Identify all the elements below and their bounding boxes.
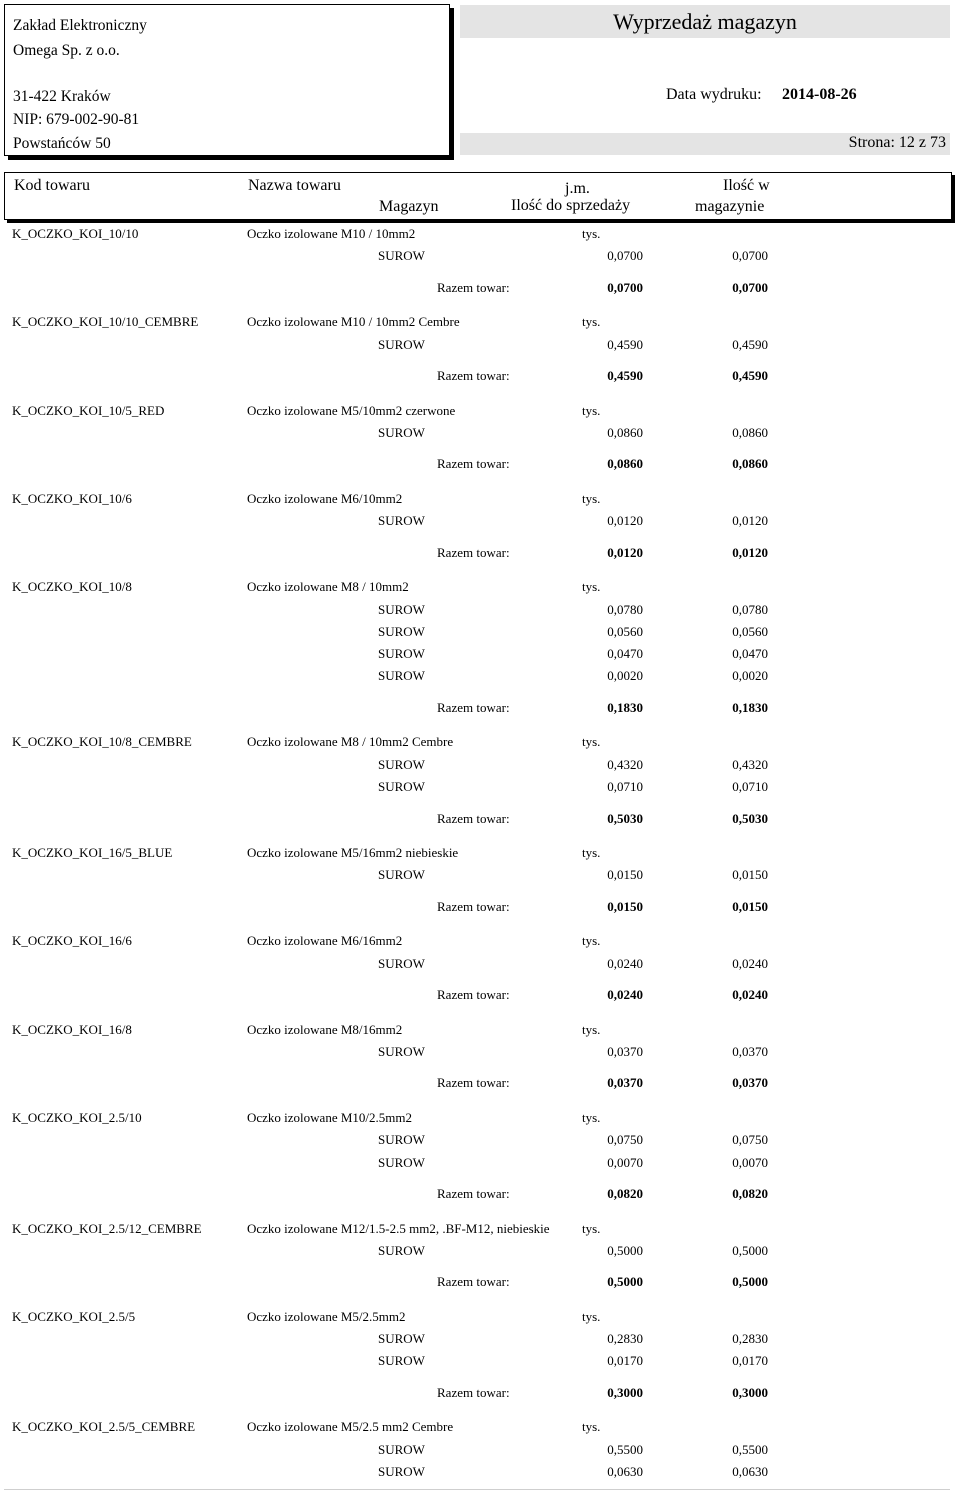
product-name: Oczko izolowane M10/2.5mm2 (247, 1109, 412, 1125)
total-qty-stock: 0,3000 (732, 1384, 768, 1400)
qty-sale-cell: 0,2830 (607, 1331, 643, 1347)
total-row (0, 368, 960, 390)
qty-stock-cell: 0,0710 (732, 779, 768, 794)
qty-sale-cell: 0,0120 (607, 513, 643, 529)
total-qty-stock: 0,1830 (732, 699, 768, 715)
qty-sale-cell: 0,0070 (607, 1154, 643, 1170)
total-row (0, 456, 960, 478)
qty-stock-cell: 0,0780 (732, 601, 768, 617)
qty-stock-cell: 0,0240 (732, 955, 768, 971)
warehouse-cell: SUROW (378, 756, 425, 772)
product-name: Oczko izolowane M5/10mm2 czerwone (247, 402, 456, 418)
total-label: Razem towar: (437, 898, 510, 914)
total-qty-stock: 0,0860 (732, 456, 768, 472)
stock-row (0, 757, 960, 779)
product-name: Oczko izolowane M5/2.5mm2 (247, 1308, 406, 1324)
stock-row (0, 867, 960, 889)
warehouse-cell: SUROW (378, 668, 425, 684)
product-row (0, 226, 960, 248)
product-row (0, 1221, 960, 1243)
product-name: Oczko izolowane M6/10mm2 (247, 490, 403, 506)
qty-stock-cell: 0,0150 (732, 867, 768, 883)
warehouse-cell: SUROW (378, 1242, 425, 1258)
qty-sale-cell: 0,4320 (607, 756, 643, 772)
warehouse-cell: SUROW (378, 513, 425, 529)
total-qty-sale: 0,0700 (607, 279, 643, 295)
qty-stock-cell: 0,0860 (732, 424, 768, 440)
warehouse-cell: SUROW (378, 646, 425, 662)
stock-row (0, 646, 960, 668)
warehouse-cell: SUROW (378, 248, 425, 264)
qty-stock-cell: 0,4320 (732, 756, 768, 772)
unit-cell: tys. (582, 734, 601, 750)
stock-row (0, 1353, 960, 1375)
qty-sale-cell: 0,0750 (607, 1132, 643, 1148)
unit-cell: tys. (582, 845, 601, 860)
stock-row (0, 425, 960, 447)
warehouse-cell: SUROW (378, 1132, 425, 1148)
product-row (0, 579, 960, 601)
total-label: Razem towar: (437, 987, 510, 1003)
qty-stock-cell: 0,0170 (732, 1353, 768, 1369)
total-qty-sale: 0,0820 (607, 1186, 643, 1201)
warehouse-cell: SUROW (378, 1464, 425, 1479)
product-name: Oczko izolowane M6/16mm2 (247, 933, 403, 949)
stock-row (0, 1132, 960, 1154)
product-code: K_OCZKO_KOI_10/6 (12, 490, 132, 506)
product-name: Oczko izolowane M12/1.5-2.5 mm2, .BF-M12, niebieskie (247, 1220, 550, 1236)
product-code: K_OCZKO_KOI_2.5/12_CEMBRE (12, 1220, 202, 1236)
product-code: K_OCZKO_KOI_2.5/5 (12, 1308, 136, 1324)
qty-sale-cell: 0,0150 (607, 867, 643, 883)
total-qty-stock: 0,5030 (732, 810, 768, 826)
total-qty-stock: 0,0820 (732, 1186, 768, 1201)
stock-row (0, 1044, 960, 1066)
unit-cell: tys. (582, 1308, 601, 1324)
total-label: Razem towar: (437, 699, 510, 715)
warehouse-cell: SUROW (378, 336, 425, 352)
total-qty-sale: 0,5000 (607, 1274, 643, 1290)
warehouse-cell: SUROW (378, 424, 425, 440)
qty-sale-cell: 0,0710 (607, 779, 643, 794)
company-nip: NIP: 679-002-90-81 (13, 111, 140, 128)
total-row (0, 987, 960, 1009)
qty-sale-cell: 0,0240 (607, 955, 643, 971)
stock-row (0, 956, 960, 978)
unit-cell: tys. (582, 1021, 601, 1037)
total-label: Razem towar: (437, 544, 510, 560)
qty-sale-cell: 0,0630 (607, 1464, 643, 1479)
product-code: K_OCZKO_KOI_10/5_RED (12, 402, 165, 418)
total-label: Razem towar: (437, 1186, 510, 1201)
stock-row (0, 668, 960, 690)
total-row (0, 700, 960, 722)
unit-cell: tys. (582, 1109, 601, 1125)
col-name: Nazwa towaru (248, 177, 341, 194)
product-code: K_OCZKO_KOI_10/10_CEMBRE (12, 314, 199, 330)
product-name: Oczko izolowane M5/16mm2 niebieskie (247, 845, 459, 860)
page-indicator-bar (460, 133, 950, 155)
qty-stock-cell: 0,2830 (732, 1331, 768, 1347)
qty-stock-cell: 0,0700 (732, 248, 768, 264)
stock-row (0, 602, 960, 624)
unit-cell: tys. (582, 933, 601, 949)
qty-sale-cell: 0,0700 (607, 248, 643, 264)
warehouse-cell: SUROW (378, 1154, 425, 1170)
total-qty-sale: 0,3000 (607, 1384, 643, 1400)
product-row (0, 845, 960, 867)
qty-sale-cell: 0,0020 (607, 668, 643, 684)
product-name: Oczko izolowane M10 / 10mm2 Cembre (247, 314, 460, 330)
qty-stock-cell: 0,0120 (732, 513, 768, 529)
product-name: Oczko izolowane M8 / 10mm2 (247, 579, 409, 595)
qty-sale-cell: 0,0560 (607, 623, 643, 639)
total-label: Razem towar: (437, 368, 510, 384)
total-row (0, 1075, 960, 1097)
total-qty-stock: 0,4590 (732, 368, 768, 384)
product-row (0, 1309, 960, 1331)
column-header (4, 172, 952, 220)
qty-stock-cell: 0,0560 (732, 623, 768, 639)
col-unit: j.m. (565, 180, 590, 197)
stock-row (0, 248, 960, 270)
unit-cell: tys. (582, 1419, 601, 1435)
qty-stock-cell: 0,5500 (732, 1441, 768, 1457)
warehouse-cell: SUROW (378, 955, 425, 971)
product-name: Oczko izolowane M10 / 10mm2 (247, 226, 416, 241)
total-qty-stock: 0,0120 (732, 544, 768, 560)
total-qty-sale: 0,0150 (607, 898, 643, 914)
qty-sale-cell: 0,4590 (607, 336, 643, 352)
product-name: Oczko izolowane M8 / 10mm2 Cembre (247, 734, 454, 750)
total-qty-stock: 0,0150 (732, 898, 768, 914)
company-city: 31-422 Kraków (13, 88, 111, 105)
total-qty-sale: 0,0240 (607, 987, 643, 1003)
qty-sale-cell: 0,0780 (607, 601, 643, 617)
print-date-label: Data wydruku: (666, 86, 762, 103)
total-qty-stock: 0,5000 (732, 1274, 768, 1290)
stock-row (0, 779, 960, 801)
stock-row (0, 1243, 960, 1265)
unit-cell: tys. (582, 402, 601, 418)
product-row (0, 1419, 960, 1441)
company-street: Powstańców 50 (13, 135, 111, 152)
total-label: Razem towar: (437, 1274, 510, 1290)
total-qty-sale: 0,0370 (607, 1075, 643, 1091)
stock-row (0, 1442, 960, 1464)
product-code: K_OCZKO_KOI_2.5/5_CEMBRE (12, 1419, 196, 1435)
col-qty-stock-1: Ilość w (723, 177, 770, 194)
warehouse-cell: SUROW (378, 1043, 425, 1059)
qty-sale-cell: 0,0860 (607, 424, 643, 440)
col-code: Kod towaru (14, 177, 90, 194)
product-row (0, 1110, 960, 1132)
total-row (0, 1186, 960, 1208)
total-row (0, 545, 960, 567)
product-code: K_OCZKO_KOI_10/8 (12, 579, 132, 595)
warehouse-cell: SUROW (378, 1441, 425, 1457)
stock-row (0, 1464, 960, 1486)
company-info-box (4, 4, 450, 156)
total-qty-sale: 0,4590 (607, 368, 643, 384)
stock-row (0, 337, 960, 359)
report-title: Wyprzedaż magazyn (460, 5, 950, 38)
qty-sale-cell: 0,0170 (607, 1353, 643, 1369)
stock-row (0, 624, 960, 646)
print-date-value: 2014-08-26 (782, 86, 857, 103)
product-name: Oczko izolowane M8/16mm2 (247, 1021, 403, 1037)
unit-cell: tys. (582, 314, 601, 330)
qty-stock-cell: 0,0020 (732, 668, 768, 684)
qty-stock-cell: 0,0370 (732, 1043, 768, 1059)
qty-stock-cell: 0,0750 (732, 1132, 768, 1148)
page-indicator: Strona: 12 z 73 (848, 134, 946, 151)
total-row (0, 811, 960, 833)
warehouse-cell: SUROW (378, 601, 425, 617)
company-name-line2: Omega Sp. z o.o. (13, 42, 120, 59)
total-qty-stock: 0,0700 (732, 279, 768, 295)
col-warehouse: Magazyn (379, 198, 439, 215)
unit-cell: tys. (582, 226, 601, 241)
product-row (0, 403, 960, 425)
product-code: K_OCZKO_KOI_2.5/10 (12, 1109, 142, 1125)
warehouse-cell: SUROW (378, 1331, 425, 1347)
total-label: Razem towar: (437, 456, 510, 472)
total-qty-sale: 0,1830 (607, 699, 643, 715)
product-row (0, 491, 960, 513)
stock-row (0, 513, 960, 535)
total-label: Razem towar: (437, 279, 510, 295)
product-row (0, 734, 960, 756)
qty-stock-cell: 0,0470 (732, 646, 768, 662)
warehouse-cell: SUROW (378, 623, 425, 639)
unit-cell: tys. (582, 490, 601, 506)
qty-stock-cell: 0,0630 (732, 1464, 768, 1479)
company-name-line1: Zakład Elektroniczny (13, 17, 147, 34)
total-label: Razem towar: (437, 1384, 510, 1400)
total-row (0, 1274, 960, 1296)
product-code: K_OCZKO_KOI_16/8 (12, 1021, 132, 1037)
total-row (0, 280, 960, 302)
product-row (0, 933, 960, 955)
total-label: Razem towar: (437, 810, 510, 826)
qty-sale-cell: 0,5500 (607, 1441, 643, 1457)
total-row (0, 1385, 960, 1407)
total-row (0, 899, 960, 921)
product-name: Oczko izolowane M5/2.5 mm2 Cembre (247, 1419, 454, 1435)
product-row (0, 314, 960, 336)
product-code: K_OCZKO_KOI_16/6 (12, 933, 132, 949)
total-label: Razem towar: (437, 1075, 510, 1091)
unit-cell: tys. (582, 579, 601, 595)
qty-sale-cell: 0,5000 (607, 1242, 643, 1258)
col-qty-stock-2: magazynie (695, 198, 765, 215)
qty-stock-cell: 0,4590 (732, 336, 768, 352)
qty-stock-cell: 0,0070 (732, 1154, 768, 1170)
stock-row (0, 1331, 960, 1353)
product-code: K_OCZKO_KOI_10/8_CEMBRE (12, 734, 192, 750)
warehouse-cell: SUROW (378, 1353, 425, 1369)
col-qty-sale: Ilość do sprzedaży (511, 197, 631, 214)
total-qty-sale: 0,0860 (607, 456, 643, 472)
product-row (0, 1022, 960, 1044)
warehouse-cell: SUROW (378, 867, 425, 883)
total-qty-sale: 0,5030 (607, 810, 643, 826)
product-code: K_OCZKO_KOI_16/5_BLUE (12, 845, 173, 860)
qty-sale-cell: 0,0370 (607, 1043, 643, 1059)
bottom-separator (4, 1489, 950, 1490)
warehouse-cell: SUROW (378, 779, 425, 794)
total-qty-stock: 0,0240 (732, 987, 768, 1003)
qty-sale-cell: 0,0470 (607, 646, 643, 662)
total-qty-stock: 0,0370 (732, 1075, 768, 1091)
total-qty-sale: 0,0120 (607, 544, 643, 560)
unit-cell: tys. (582, 1220, 601, 1236)
qty-stock-cell: 0,5000 (732, 1242, 768, 1258)
product-code: K_OCZKO_KOI_10/10 (12, 226, 139, 241)
stock-row (0, 1155, 960, 1177)
